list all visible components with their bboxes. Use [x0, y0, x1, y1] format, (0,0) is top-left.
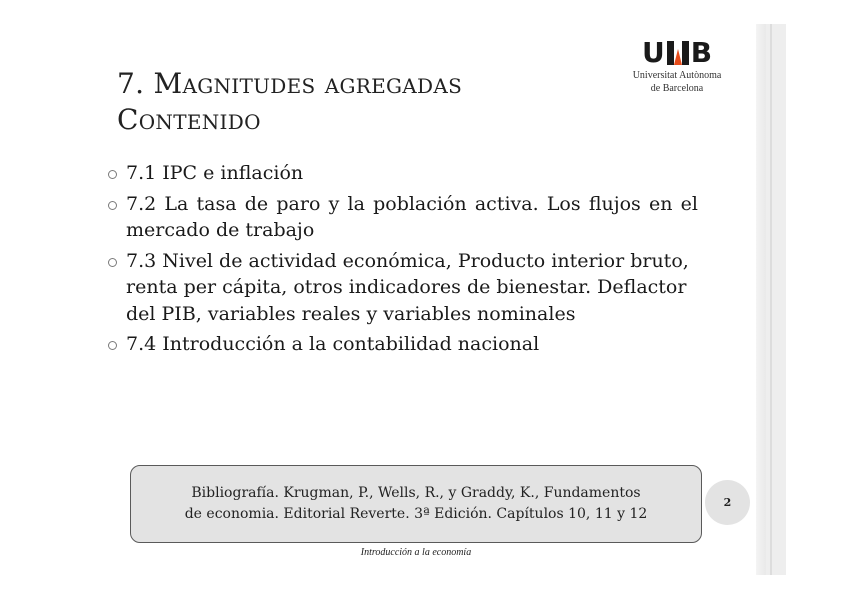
- bibliography-box: [130, 465, 702, 543]
- content-bullet-list: [108, 160, 698, 362]
- bullet-circle-icon: [108, 258, 117, 267]
- bullet-circle-icon: [108, 170, 117, 179]
- bullet-text: 7.1 IPC e inflación: [126, 162, 304, 184]
- bibliography-line2: de economia. Editorial Reverte. 3ª Edición. Capítulos 10, 11 y 12: [184, 506, 648, 522]
- bibliography-line1: Bibliografía. Krugman, P., Wells, R., y Graddy, K., Fundamentos: [191, 485, 641, 501]
- bullet-item: [108, 331, 698, 358]
- slide-right-line: [770, 24, 772, 575]
- bullet-item: [108, 160, 698, 187]
- logo-letter-a-icon: [667, 41, 689, 65]
- slide-title: [117, 66, 462, 138]
- bullet-circle-icon: [108, 201, 117, 210]
- slide-right-shadow: [756, 24, 766, 575]
- page-number-badge: 2: [705, 480, 750, 525]
- uab-logo: [617, 38, 737, 94]
- slide-title-line1: 7. Magnitudes agregadas: [117, 67, 463, 100]
- slide-title-line2: Contenido: [117, 103, 261, 136]
- bullet-text: 7.4 Introducción a la contabilidad nacional: [126, 333, 540, 355]
- slide-right-border: [766, 24, 786, 575]
- logo-name-line1: Universitat Autònoma: [632, 70, 722, 81]
- logo-name-line2: de Barcelona: [650, 83, 704, 94]
- bullet-item: [108, 248, 698, 328]
- bullet-text: 7.2 La tasa de paro y la población activa. Los flujos en el mercado de trabajo: [126, 192, 698, 241]
- logo-letter-u: U: [641, 36, 665, 69]
- logo-letter-b: B: [690, 36, 713, 69]
- footer-course-name: Introducción a la economía: [360, 547, 472, 558]
- uab-logo-mark: [617, 38, 737, 68]
- bullet-circle-icon: [108, 341, 117, 350]
- bullet-item: [108, 191, 698, 244]
- bullet-text: 7.3 Nivel de actividad económica, Producto interior bruto, renta per cápita, otros indicadores de bienestar. Deflactor del PIB, variables reales y variables nominales: [126, 249, 689, 325]
